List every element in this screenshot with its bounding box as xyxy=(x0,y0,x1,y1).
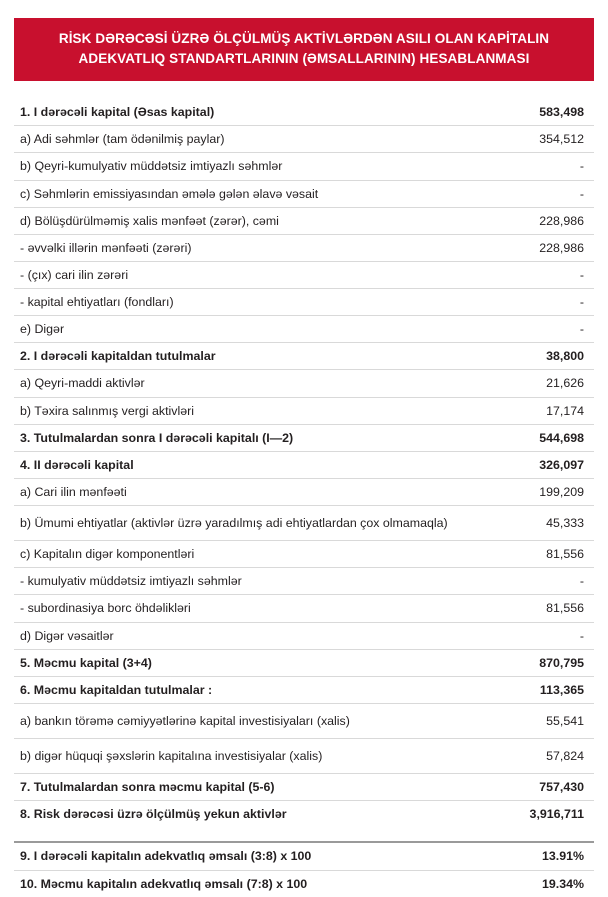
row-value: 55,541 xyxy=(486,703,594,738)
row-value: 757,430 xyxy=(486,774,594,801)
row-label: e) Digər xyxy=(14,316,486,343)
row-label: 6. Məcmu kapitaldan tutulmalar : xyxy=(14,676,486,703)
table-row xyxy=(14,478,594,505)
row-value: 199,209 xyxy=(486,478,594,505)
table-row xyxy=(14,842,594,870)
report-title-line-2: ADEKVATLIQ STANDARTLARININ (ƏMSALLARININ) HESABLANMASI xyxy=(78,50,530,66)
row-label: - subordinasiya borc öhdəlikləri xyxy=(14,595,486,622)
table-row xyxy=(14,99,594,126)
row-value: 45,333 xyxy=(486,506,594,541)
row-label: d) Digər vəsaitlər xyxy=(14,622,486,649)
row-value: 38,800 xyxy=(486,343,594,370)
table-row xyxy=(14,595,594,622)
table-row xyxy=(14,649,594,676)
row-value: - xyxy=(486,622,594,649)
table-row xyxy=(14,506,594,541)
table-row xyxy=(14,370,594,397)
table-row xyxy=(14,541,594,568)
row-value: 13.91% xyxy=(486,842,594,870)
table-row xyxy=(14,316,594,343)
row-value: 81,556 xyxy=(486,541,594,568)
row-value: 81,556 xyxy=(486,595,594,622)
table-body-ratios xyxy=(14,842,594,896)
row-value: - xyxy=(486,568,594,595)
row-value: 544,698 xyxy=(486,424,594,451)
row-label: - (çıx) cari ilin zərəri xyxy=(14,261,486,288)
row-label: b) Ümumi ehtiyatlar (aktivlər üzrə yaradılmış adi ehtiyatlardan çox olmamaqla) xyxy=(14,506,486,541)
row-label: 1. I dərəcəli kapital (Əsas kapital) xyxy=(14,99,486,126)
row-label: b) digər hüquqi şəxslərin kapitalına investisiyalar (xalis) xyxy=(14,739,486,774)
row-value: 21,626 xyxy=(486,370,594,397)
row-label: 10. Məcmu kapitalın adekvatlıq əmsalı (7:8) x 100 xyxy=(20,876,308,891)
table-row xyxy=(14,801,594,828)
row-label: c) Kapitalın digər komponentləri xyxy=(14,541,486,568)
row-value: 228,986 xyxy=(486,234,594,261)
row-value: 3,916,711 xyxy=(529,807,584,822)
table-row xyxy=(14,622,594,649)
table-row xyxy=(14,703,594,738)
table-row xyxy=(14,343,594,370)
report-title-line-1: RİSK DƏRƏCƏSİ ÜZRƏ ÖLÇÜLMÜŞ AKTİVLƏRDƏN ASILI OLAN KAPİTALIN xyxy=(58,31,550,46)
table-row xyxy=(14,153,594,180)
row-value: - xyxy=(486,180,594,207)
row-label: 9. I dərəcəli kapitalın adekvatlıq əmsalı (3:8) x 100 xyxy=(14,842,486,870)
row-value: - xyxy=(486,316,594,343)
row-label: 2. I dərəcəli kapitaldan tutulmalar xyxy=(14,343,486,370)
adequacy-ratio-table xyxy=(14,841,594,896)
row-label: a) bankın törəmə cəmiyyətlərinə kapital investisiyaları (xalis) xyxy=(14,703,486,738)
row-label: 5. Məcmu kapital (3+4) xyxy=(14,649,486,676)
table-body-main xyxy=(14,99,594,827)
row-label: - əvvəlki illərin mənfəəti (zərəri) xyxy=(14,234,486,261)
report-title xyxy=(14,18,594,81)
table-row xyxy=(14,180,594,207)
row-label: b) Təxira salınmış vergi aktivləri xyxy=(14,397,486,424)
row-label: 4. II dərəcəli kapital xyxy=(14,451,486,478)
table-row xyxy=(14,261,594,288)
row-value: - xyxy=(486,261,594,288)
row-label: a) Adi səhmlər (tam ödənilmiş paylar) xyxy=(14,126,486,153)
table-row xyxy=(14,424,594,451)
table-row xyxy=(14,451,594,478)
row-value: - xyxy=(486,289,594,316)
table-row xyxy=(14,568,594,595)
row-value: 870,795 xyxy=(486,649,594,676)
table-row xyxy=(14,289,594,316)
row-value: 17,174 xyxy=(486,397,594,424)
table-row xyxy=(14,676,594,703)
row-value: 583,498 xyxy=(486,99,594,126)
row-label: - kapital ehtiyatları (fondları) xyxy=(14,289,486,316)
table-row xyxy=(14,739,594,774)
row-value: 354,512 xyxy=(486,126,594,153)
row-value: 326,097 xyxy=(486,451,594,478)
row-label: 8. Risk dərəcəsi üzrə ölçülmüş yekun aktivlər xyxy=(20,807,287,822)
row-label: 7. Tutulmalardan sonra məcmu kapital (5-6) xyxy=(14,774,486,801)
row-label: - kumulyativ müddətsiz imtiyazlı səhmlər xyxy=(14,568,486,595)
row-value: 228,986 xyxy=(486,207,594,234)
table-row xyxy=(14,234,594,261)
row-label: a) Qeyri-maddi aktivlər xyxy=(14,370,486,397)
row-value: 19.34% xyxy=(541,876,584,891)
row-value: - xyxy=(486,153,594,180)
table-row xyxy=(14,870,594,897)
row-label: b) Qeyri-kumulyativ müddətsiz imtiyazlı səhmlər xyxy=(14,153,486,180)
row-label: 3. Tutulmalardan sonra I dərəcəli kapitalı (I—2) xyxy=(14,424,486,451)
row-label: d) Bölüşdürülməmiş xalis mənfəət (zərər), cəmi xyxy=(14,207,486,234)
table-row xyxy=(14,774,594,801)
table-row xyxy=(14,207,594,234)
row-value: 57,824 xyxy=(486,739,594,774)
row-label: a) Cari ilin mənfəəti xyxy=(14,478,486,505)
table-row xyxy=(14,126,594,153)
row-label: c) Səhmlərin emissiyasından əmələ gələn əlavə vəsait xyxy=(14,180,486,207)
row-value: 113,365 xyxy=(486,676,594,703)
table-row xyxy=(14,397,594,424)
capital-adequacy-table xyxy=(14,99,594,827)
